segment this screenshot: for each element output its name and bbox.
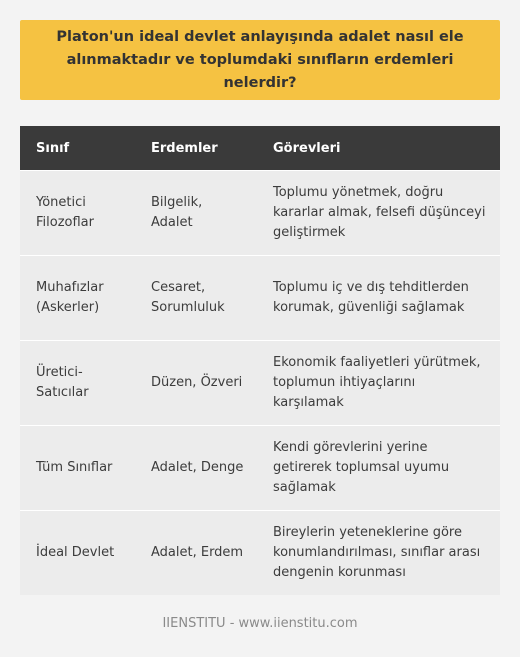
cell-duties: Toplumu yönetmek, doğru kararlar almak, felsefi düşünceyi geliştirmek [257,171,500,256]
cell-duties: Bireylerin yeteneklerine göre konumlandırılması, sınıflar arası dengenin korunması [257,511,500,596]
table-row [20,171,500,256]
cell-class: Muhafızlar (Askerler) [20,256,135,341]
cell-virtues: Adalet, Denge [135,426,257,511]
table-row [20,511,500,596]
cell-class: Üretici-Satıcılar [20,341,135,426]
title-banner [20,20,500,100]
table-row [20,426,500,511]
cell-class: Yönetici Filozoflar [20,171,135,256]
cell-virtues: Adalet, Erdem [135,511,257,596]
cell-duties: Ekonomik faaliyetleri yürütmek, toplumun ihtiyaçlarını karşılamak [257,341,500,426]
header-duties: Görevleri [257,126,500,171]
header-class: Sınıf [20,126,135,171]
table-row [20,341,500,426]
page-title: Platon'un ideal devlet anlayışında adalet nasıl ele alınmaktadır ve toplumdaki sınıfların erdemleri nelerdir? [56,28,464,91]
cell-class: Tüm Sınıflar [20,426,135,511]
cell-duties: Toplumu iç ve dış tehditlerden korumak, güvenliği sağlamak [257,256,500,341]
header-virtues: Erdemler [135,126,257,171]
cell-virtues: Düzen, Özveri [135,341,257,426]
footer-credit: IIENSTITU - www.iienstitu.com [162,616,358,631]
cell-virtues: Cesaret, Sorumluluk [135,256,257,341]
table-header-row [20,126,500,171]
virtues-table [20,126,500,595]
table-row [20,256,500,341]
cell-class: İdeal Devlet [20,511,135,596]
cell-virtues: Bilgelik, Adalet [135,171,257,256]
cell-duties: Kendi görevlerini yerine getirerek toplumsal uyumu sağlamak [257,426,500,511]
